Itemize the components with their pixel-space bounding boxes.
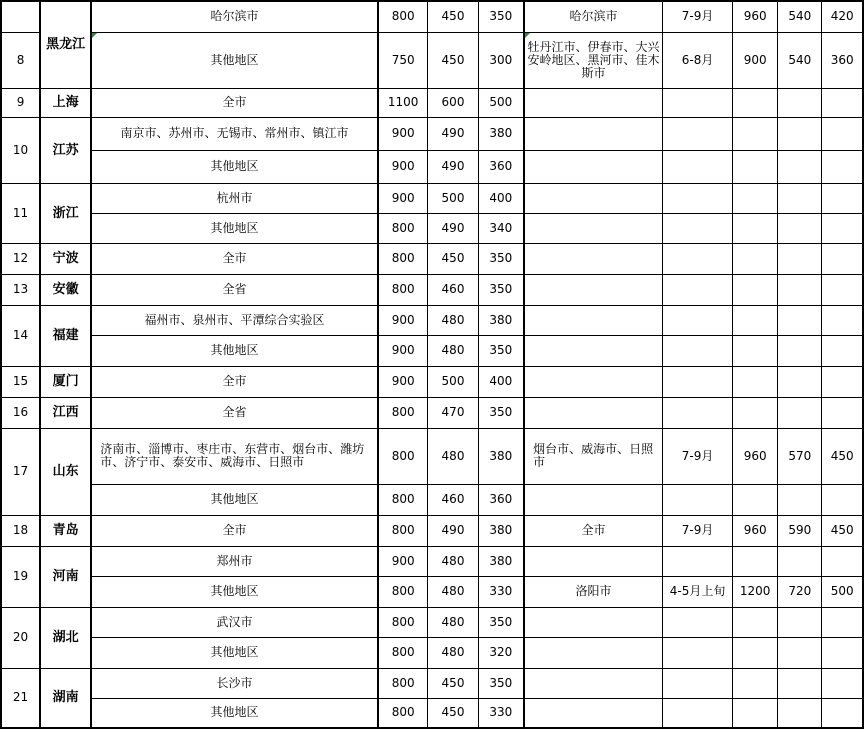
peak-value-cell[interactable]	[778, 668, 822, 698]
peak-value-cell[interactable]	[822, 117, 863, 150]
value-cell[interactable]: 470	[428, 397, 478, 428]
peak-area-cell[interactable]	[524, 484, 662, 515]
region-cell[interactable]: 全省	[91, 397, 378, 428]
row-index-cell[interactable]: 15	[1, 366, 40, 397]
peak-months-cell[interactable]: 7-9月	[662, 515, 732, 546]
table-row	[1, 637, 863, 668]
peak-value-cell[interactable]: 540	[778, 1, 822, 32]
value-cell[interactable]: 900	[378, 366, 428, 397]
peak-value-cell[interactable]	[822, 484, 863, 515]
peak-value-cell[interactable]	[822, 698, 863, 728]
value-cell[interactable]: 800	[378, 637, 428, 668]
peak-area-cell[interactable]	[524, 546, 662, 576]
peak-value-cell[interactable]: 360	[822, 32, 863, 88]
region-cell[interactable]: 其他地区	[91, 698, 378, 728]
peak-area-cell[interactable]	[524, 243, 662, 274]
table-row	[1, 88, 863, 117]
peak-area-cell[interactable]	[524, 637, 662, 668]
table-row	[1, 484, 863, 515]
row-index-cell[interactable]: 18	[1, 515, 40, 546]
peak-value-cell[interactable]: 1200	[733, 576, 778, 607]
value-cell[interactable]: 480	[428, 335, 478, 366]
peak-value-cell[interactable]	[778, 117, 822, 150]
peak-area-cell[interactable]	[524, 117, 662, 150]
peak-value-cell[interactable]: 450	[822, 515, 863, 546]
value-cell[interactable]: 800	[378, 668, 428, 698]
peak-value-cell[interactable]	[733, 698, 778, 728]
peak-value-cell[interactable]	[778, 397, 822, 428]
value-cell[interactable]: 800	[378, 515, 428, 546]
peak-value-cell[interactable]: 540	[778, 32, 822, 88]
value-cell[interactable]: 450	[428, 32, 478, 88]
peak-value-cell[interactable]	[733, 637, 778, 668]
peak-value-cell[interactable]	[733, 117, 778, 150]
peak-value-cell[interactable]: 450	[822, 428, 863, 484]
peak-value-cell[interactable]	[733, 213, 778, 243]
region-cell[interactable]: 福州市、泉州市、平潭综合实验区	[91, 305, 378, 335]
region-cell[interactable]: 哈尔滨市	[91, 1, 378, 32]
value-cell[interactable]: 350	[478, 668, 524, 698]
row-index-cell[interactable]: 8	[1, 32, 40, 88]
peak-months-cell[interactable]: 7-9月	[662, 428, 732, 484]
region-cell[interactable]: 全市	[91, 243, 378, 274]
value-cell[interactable]: 350	[478, 335, 524, 366]
peak-value-cell[interactable]	[822, 335, 863, 366]
value-cell[interactable]: 380	[478, 305, 524, 335]
province-cell[interactable]: 青岛	[40, 515, 91, 546]
table-row	[1, 668, 863, 698]
peak-value-cell[interactable]	[778, 243, 822, 274]
peak-area-cell[interactable]	[524, 183, 662, 213]
table-row	[1, 698, 863, 728]
peak-value-cell[interactable]: 960	[733, 428, 778, 484]
peak-area-cell[interactable]	[524, 305, 662, 335]
value-cell[interactable]: 350	[478, 397, 524, 428]
province-cell[interactable]: 河南	[40, 546, 91, 607]
value-cell[interactable]: 490	[428, 117, 478, 150]
peak-value-cell[interactable]	[822, 150, 863, 183]
peak-months-cell[interactable]	[662, 117, 732, 150]
peak-value-cell[interactable]	[822, 607, 863, 637]
value-cell[interactable]: 800	[378, 274, 428, 305]
peak-value-cell[interactable]	[822, 274, 863, 305]
peak-months-cell[interactable]	[662, 637, 732, 668]
value-cell[interactable]: 450	[428, 698, 478, 728]
value-cell[interactable]: 300	[478, 32, 524, 88]
peak-value-cell[interactable]	[778, 366, 822, 397]
peak-value-cell[interactable]	[778, 213, 822, 243]
table-row	[1, 150, 863, 183]
value-cell[interactable]: 380	[478, 515, 524, 546]
value-cell[interactable]: 900	[378, 117, 428, 150]
value-cell[interactable]: 460	[428, 274, 478, 305]
value-cell[interactable]: 330	[478, 698, 524, 728]
table-row	[1, 274, 863, 305]
value-cell[interactable]: 900	[378, 546, 428, 576]
table-row	[1, 305, 863, 335]
region-cell[interactable]: 南京市、苏州市、无锡市、常州市、镇江市	[91, 117, 378, 150]
region-cell[interactable]: 全市	[91, 366, 378, 397]
peak-value-cell[interactable]	[733, 366, 778, 397]
peak-value-cell[interactable]	[822, 213, 863, 243]
value-cell[interactable]: 800	[378, 576, 428, 607]
value-cell[interactable]: 500	[428, 183, 478, 213]
value-cell[interactable]: 800	[378, 213, 428, 243]
value-cell[interactable]: 480	[428, 637, 478, 668]
table-row	[1, 183, 863, 213]
peak-value-cell[interactable]: 420	[822, 1, 863, 32]
region-cell[interactable]: 其他地区	[91, 484, 378, 515]
value-cell[interactable]: 800	[378, 607, 428, 637]
value-cell[interactable]: 490	[428, 150, 478, 183]
peak-value-cell[interactable]	[778, 274, 822, 305]
peak-value-cell[interactable]	[778, 183, 822, 213]
value-cell[interactable]: 1100	[378, 88, 428, 117]
row-index-cell[interactable]: 14	[1, 305, 40, 366]
row-index-cell[interactable]: 12	[1, 243, 40, 274]
table-row	[1, 32, 863, 88]
peak-value-cell[interactable]: 720	[778, 576, 822, 607]
peak-months-cell[interactable]: 7-9月	[662, 1, 732, 32]
peak-value-cell[interactable]: 960	[733, 515, 778, 546]
peak-area-cell[interactable]: 牡丹江市、伊春市、大兴安岭地区、黑河市、佳木斯市	[524, 32, 662, 88]
table-row	[1, 117, 863, 150]
table-row	[1, 213, 863, 243]
peak-value-cell[interactable]	[822, 243, 863, 274]
value-cell[interactable]: 900	[378, 335, 428, 366]
peak-value-cell[interactable]	[822, 366, 863, 397]
value-cell[interactable]: 480	[428, 546, 478, 576]
peak-value-cell[interactable]	[733, 397, 778, 428]
peak-area-cell[interactable]	[524, 150, 662, 183]
peak-months-cell[interactable]	[662, 150, 732, 183]
row-index-cell[interactable]: 16	[1, 397, 40, 428]
value-cell[interactable]: 450	[428, 1, 478, 32]
province-cell[interactable]: 黑龙江	[40, 1, 91, 88]
peak-area-cell[interactable]	[524, 366, 662, 397]
region-cell[interactable]: 其他地区	[91, 335, 378, 366]
row-index-cell[interactable]: 19	[1, 546, 40, 607]
value-cell[interactable]: 400	[478, 183, 524, 213]
value-cell[interactable]: 340	[478, 213, 524, 243]
peak-area-cell[interactable]	[524, 668, 662, 698]
region-cell[interactable]: 其他地区	[91, 213, 378, 243]
peak-value-cell[interactable]	[778, 335, 822, 366]
value-cell[interactable]: 480	[428, 576, 478, 607]
table-row	[1, 515, 863, 546]
region-cell[interactable]: 全市	[91, 515, 378, 546]
region-cell[interactable]: 全省	[91, 274, 378, 305]
table-row	[1, 1, 863, 32]
row-index-cell[interactable]: 11	[1, 183, 40, 243]
peak-area-cell[interactable]	[524, 213, 662, 243]
value-cell[interactable]: 500	[478, 88, 524, 117]
peak-value-cell[interactable]	[822, 88, 863, 117]
peak-value-cell[interactable]	[822, 637, 863, 668]
value-cell[interactable]: 320	[478, 637, 524, 668]
peak-area-cell[interactable]	[524, 274, 662, 305]
peak-months-cell[interactable]	[662, 546, 732, 576]
region-cell[interactable]: 长沙市	[91, 668, 378, 698]
value-cell[interactable]: 800	[378, 397, 428, 428]
peak-months-cell[interactable]	[662, 213, 732, 243]
value-cell[interactable]: 750	[378, 32, 428, 88]
peak-value-cell[interactable]	[733, 484, 778, 515]
province-cell[interactable]: 上海	[40, 88, 91, 117]
row-index-cell[interactable]: 21	[1, 668, 40, 728]
region-cell[interactable]: 杭州市	[91, 183, 378, 213]
value-cell[interactable]: 480	[428, 607, 478, 637]
value-cell[interactable]: 400	[478, 366, 524, 397]
peak-area-cell[interactable]	[524, 335, 662, 366]
peak-value-cell[interactable]	[778, 150, 822, 183]
peak-value-cell[interactable]	[778, 698, 822, 728]
value-cell[interactable]: 600	[428, 88, 478, 117]
peak-months-cell[interactable]	[662, 335, 732, 366]
peak-value-cell[interactable]	[778, 546, 822, 576]
peak-value-cell[interactable]	[778, 607, 822, 637]
peak-value-cell[interactable]	[733, 88, 778, 117]
value-cell[interactable]: 380	[478, 117, 524, 150]
peak-value-cell[interactable]	[733, 546, 778, 576]
value-cell[interactable]: 800	[378, 428, 428, 484]
value-cell[interactable]: 450	[428, 243, 478, 274]
province-cell[interactable]: 湖北	[40, 607, 91, 668]
peak-months-cell[interactable]	[662, 183, 732, 213]
province-cell[interactable]: 福建	[40, 305, 91, 366]
peak-months-cell[interactable]	[662, 698, 732, 728]
table-row	[1, 366, 863, 397]
peak-value-cell[interactable]	[778, 88, 822, 117]
peak-value-cell[interactable]: 500	[822, 576, 863, 607]
peak-months-cell[interactable]	[662, 607, 732, 637]
peak-months-cell[interactable]	[662, 88, 732, 117]
peak-area-cell[interactable]	[524, 607, 662, 637]
value-cell[interactable]: 460	[428, 484, 478, 515]
row-index-cell[interactable]: 10	[1, 117, 40, 183]
peak-value-cell[interactable]	[733, 243, 778, 274]
table-row	[1, 607, 863, 637]
peak-value-cell[interactable]	[778, 637, 822, 668]
province-cell[interactable]: 厦门	[40, 366, 91, 397]
peak-area-cell[interactable]: 全市	[524, 515, 662, 546]
value-cell[interactable]: 900	[378, 150, 428, 183]
value-cell[interactable]: 360	[478, 484, 524, 515]
region-cell[interactable]: 其他地区	[91, 576, 378, 607]
value-cell[interactable]: 800	[378, 698, 428, 728]
value-cell[interactable]: 800	[378, 1, 428, 32]
peak-area-cell[interactable]: 哈尔滨市	[524, 1, 662, 32]
value-cell[interactable]: 350	[478, 607, 524, 637]
peak-value-cell[interactable]	[822, 668, 863, 698]
value-cell[interactable]: 500	[428, 366, 478, 397]
peak-months-cell[interactable]	[662, 668, 732, 698]
peak-value-cell[interactable]	[778, 484, 822, 515]
province-cell[interactable]: 山东	[40, 428, 91, 515]
province-cell[interactable]: 宁波	[40, 243, 91, 274]
value-cell[interactable]: 490	[428, 515, 478, 546]
row-index-cell[interactable]: 13	[1, 274, 40, 305]
value-cell[interactable]: 800	[378, 243, 428, 274]
region-cell[interactable]: 郑州市	[91, 546, 378, 576]
value-cell[interactable]: 380	[478, 546, 524, 576]
peak-months-cell[interactable]: 4-5月上旬	[662, 576, 732, 607]
region-cell[interactable]: 其他地区	[91, 637, 378, 668]
table-row	[1, 243, 863, 274]
peak-area-cell[interactable]	[524, 698, 662, 728]
peak-value-cell[interactable]	[733, 150, 778, 183]
province-cell[interactable]: 安徽	[40, 274, 91, 305]
province-cell[interactable]: 浙江	[40, 183, 91, 243]
peak-value-cell[interactable]	[733, 305, 778, 335]
value-cell[interactable]: 450	[428, 668, 478, 698]
value-cell[interactable]: 360	[478, 150, 524, 183]
peak-value-cell[interactable]	[778, 305, 822, 335]
value-cell[interactable]: 350	[478, 243, 524, 274]
region-cell[interactable]: 其他地区	[91, 32, 378, 88]
peak-months-cell[interactable]	[662, 243, 732, 274]
row-index-cell[interactable]: 20	[1, 607, 40, 668]
peak-months-cell[interactable]: 6-8月	[662, 32, 732, 88]
peak-months-cell[interactable]	[662, 484, 732, 515]
peak-value-cell[interactable]	[822, 305, 863, 335]
value-cell[interactable]: 330	[478, 576, 524, 607]
province-cell[interactable]: 江苏	[40, 117, 91, 183]
region-cell[interactable]: 武汉市	[91, 607, 378, 637]
row-index-cell[interactable]	[1, 1, 40, 32]
value-cell[interactable]: 380	[478, 428, 524, 484]
table-row	[1, 428, 863, 484]
table-row	[1, 335, 863, 366]
peak-area-cell[interactable]	[524, 397, 662, 428]
peak-months-cell[interactable]	[662, 274, 732, 305]
peak-months-cell[interactable]	[662, 397, 732, 428]
value-cell[interactable]: 900	[378, 305, 428, 335]
row-index-cell[interactable]: 17	[1, 428, 40, 515]
value-cell[interactable]: 350	[478, 1, 524, 32]
row-index-cell[interactable]: 9	[1, 88, 40, 117]
peak-value-cell[interactable]	[733, 607, 778, 637]
province-cell[interactable]: 湖南	[40, 668, 91, 728]
region-cell[interactable]: 全市	[91, 88, 378, 117]
peak-value-cell[interactable]: 590	[778, 515, 822, 546]
value-cell[interactable]: 490	[428, 213, 478, 243]
peak-value-cell[interactable]	[822, 183, 863, 213]
table-row	[1, 546, 863, 576]
peak-area-cell[interactable]: 洛阳市	[524, 576, 662, 607]
peak-value-cell[interactable]: 900	[733, 32, 778, 88]
peak-value-cell[interactable]	[733, 335, 778, 366]
value-cell[interactable]: 480	[428, 428, 478, 484]
value-cell[interactable]: 800	[378, 484, 428, 515]
peak-value-cell[interactable]	[733, 668, 778, 698]
value-cell[interactable]: 900	[378, 183, 428, 213]
table-row	[1, 576, 863, 607]
peak-value-cell[interactable]	[822, 397, 863, 428]
peak-value-cell[interactable]	[822, 546, 863, 576]
peak-area-cell[interactable]	[524, 88, 662, 117]
peak-value-cell[interactable]: 960	[733, 1, 778, 32]
peak-area-cell[interactable]: 烟台市、威海市、日照市	[524, 428, 662, 484]
peak-value-cell[interactable]: 570	[778, 428, 822, 484]
peak-value-cell[interactable]	[733, 183, 778, 213]
peak-value-cell[interactable]	[733, 274, 778, 305]
region-cell[interactable]: 济南市、淄博市、枣庄市、东营市、烟台市、潍坊市、济宁市、泰安市、威海市、日照市	[91, 428, 378, 484]
province-cell[interactable]: 江西	[40, 397, 91, 428]
table-row	[1, 397, 863, 428]
value-cell[interactable]: 350	[478, 274, 524, 305]
peak-months-cell[interactable]	[662, 366, 732, 397]
value-cell[interactable]: 480	[428, 305, 478, 335]
region-cell[interactable]: 其他地区	[91, 150, 378, 183]
peak-months-cell[interactable]	[662, 305, 732, 335]
